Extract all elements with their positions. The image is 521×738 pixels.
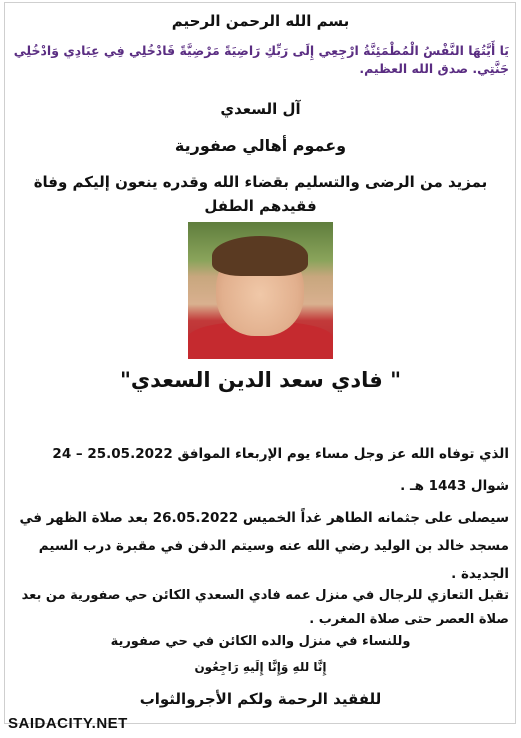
condolence-women: وللنساء في منزل والده الكائن في حي صفورية [110, 634, 411, 649]
announcement-text: بمزيد من الرضى والتسليم بقضاء الله وقدره ينعون إليكم وفاة فقيدهم الطفل [33, 173, 488, 215]
family-name: آل السعدي [220, 100, 301, 118]
closing-prayer: للفقيد الرحمة ولكم الأجروالثواب [139, 690, 382, 708]
quran-verse: يَا أَيَّتُهَا النَّفْسُ الْمُطْمَئِنَّةُ ارْجِعِي إِلَى رَبِّكِ رَاضِيَةً مَرْضِيَّةً فَادْخُلِي فِي عِبَادِي وَادْخُلِي جَنَّتِي. صدق الله العظيم. [13, 43, 509, 76]
inna-lillah: إِنَّا للهِ وَإِنَّا إِلَيهِ رَاجِعُون [194, 660, 327, 674]
prayer-burial-info: سيصلى على جثمانه الطاهر غداً الخميس 26.05.2022 بعد صلاة الظهر في مسجد خالد بن الوليد رضي الله عنه وسيتم الدفن في مقبرة درب السيم الجديدة . [19, 510, 509, 582]
deceased-name: " فادي سعد الدين السعدي" [119, 368, 402, 392]
photo-hair [212, 236, 308, 276]
site-watermark: SAIDACITY.NET [8, 715, 128, 732]
death-info: الذي توفاه الله عز وجل مساء يوم الإربعاء الموافق 25.05.2022 – 24 شوال 1443 هـ . [52, 446, 509, 494]
condolence-men: تقبل التعازي للرجال في منزل عمه فادي السعدي الكائن حي صفورية من بعد صلاة العصر حتى صلاة المغرب . [21, 588, 509, 627]
uncles-line: وعموم أهالي صفورية [174, 136, 347, 155]
basmala-heading: بسم الله الرحمن الرحيم [171, 12, 350, 30]
deceased-photo [188, 222, 333, 359]
